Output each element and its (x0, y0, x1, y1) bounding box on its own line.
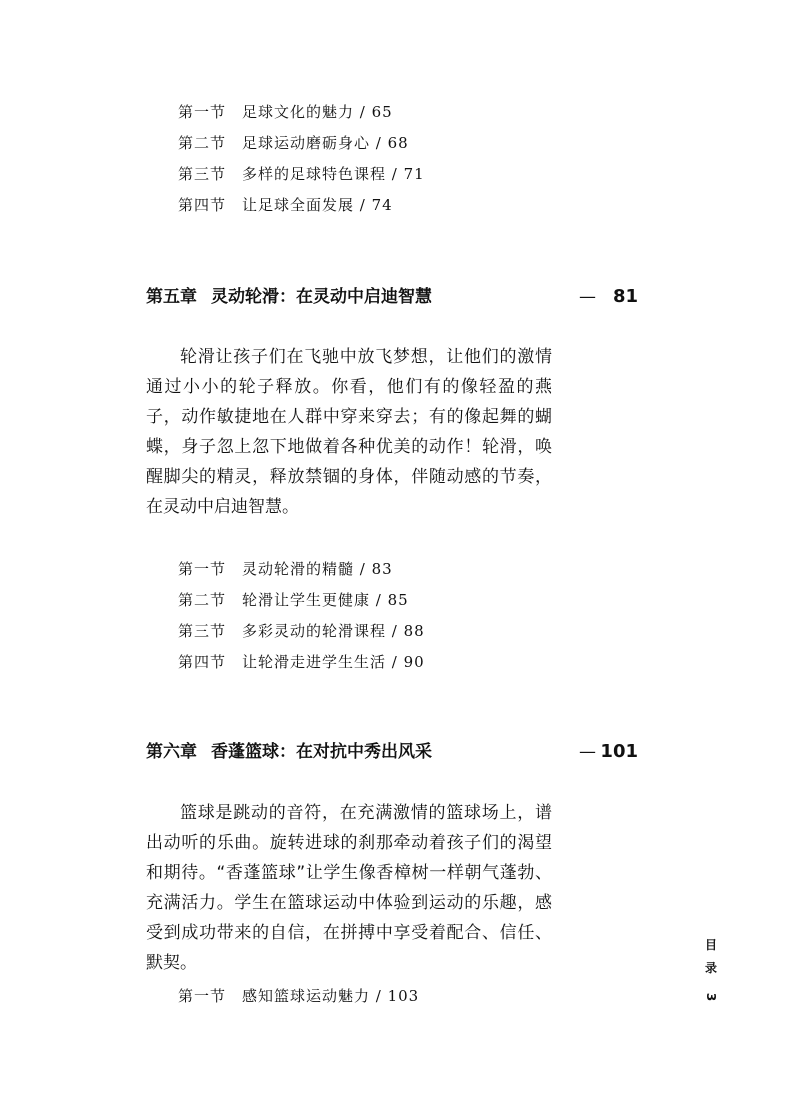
page-number: 3 (704, 992, 718, 1002)
section-item (178, 986, 419, 1006)
margin-label-char: 录 (704, 961, 717, 975)
section-item (178, 195, 393, 215)
section-label: 第二节 (178, 591, 227, 609)
section-label: 第一节 (178, 103, 227, 121)
section-title: 感知篮球运动魅力 / 103 (242, 987, 420, 1005)
chapter-leader-dash: — (579, 287, 596, 307)
section-label: 第四节 (178, 653, 227, 671)
section-label: 第四节 (178, 196, 227, 214)
chapter-page-number: 101 (600, 741, 638, 762)
section-title: 多样的足球特色课程 / 71 (242, 165, 425, 183)
section-item (178, 621, 425, 641)
section-label: 第一节 (178, 987, 227, 1005)
section-label: 第三节 (178, 165, 227, 183)
section-item (178, 590, 409, 610)
chapter-page-number: 81 (612, 286, 638, 307)
chapter-intro-paragraph: 篮球是跳动的音符，在充满激情的篮球场上，谱出动听的乐曲。旋转进球的刹那牵动着孩子们的渴望和期待。“香蓬篮球”让学生像香樟树一样朝气蓬勃、充满活力。学生在篮球运动中体验到运动的乐趣，感受到成功带来的自信，在拼搏中享受着配合、信任、默契。 (146, 803, 552, 973)
section-label: 第一节 (178, 560, 227, 578)
section-title: 足球文化的魅力 / 65 (242, 103, 393, 121)
chapter-title: 灵动轮滑：在灵动中启迪智慧 (211, 287, 432, 307)
chapter-heading (146, 284, 638, 310)
chapter-label: 第五章 (146, 287, 197, 307)
chapter-heading (146, 739, 638, 765)
section-item (178, 652, 425, 672)
section-title: 灵动轮滑的精髓 / 83 (242, 560, 393, 578)
chapter-intro-paragraph: 轮滑让孩子们在飞驰中放飞梦想，让他们的激情通过小小的轮子释放。你看，他们有的像轻盈的燕子，动作敏捷地在人群中穿来穿去；有的像起舞的蝴蝶，身子忽上忽下地做着各种优美的动作！轮滑，唤醒脚尖的精灵，释放禁锢的身体，伴随动感的节奏，在灵动中启迪智慧。 (146, 347, 552, 517)
section-title: 让轮滑走进学生生活 / 90 (242, 653, 425, 671)
chapter-title: 香蓬篮球：在对抗中秀出风采 (211, 742, 432, 762)
section-item (178, 559, 393, 579)
section-item (178, 164, 425, 184)
section-item (178, 133, 409, 153)
section-title: 足球运动磨砺身心 / 68 (242, 134, 409, 152)
section-title: 让足球全面发展 / 74 (242, 196, 393, 214)
section-title: 多彩灵动的轮滑课程 / 88 (242, 622, 425, 640)
section-title: 轮滑让学生更健康 / 85 (242, 591, 409, 609)
chapter-label: 第六章 (146, 742, 197, 762)
chapter-leader-dash: — (579, 742, 596, 762)
section-label: 第二节 (178, 134, 227, 152)
section-item (178, 102, 393, 122)
margin-label-char: 目 (704, 938, 717, 952)
section-label: 第三节 (178, 622, 227, 640)
